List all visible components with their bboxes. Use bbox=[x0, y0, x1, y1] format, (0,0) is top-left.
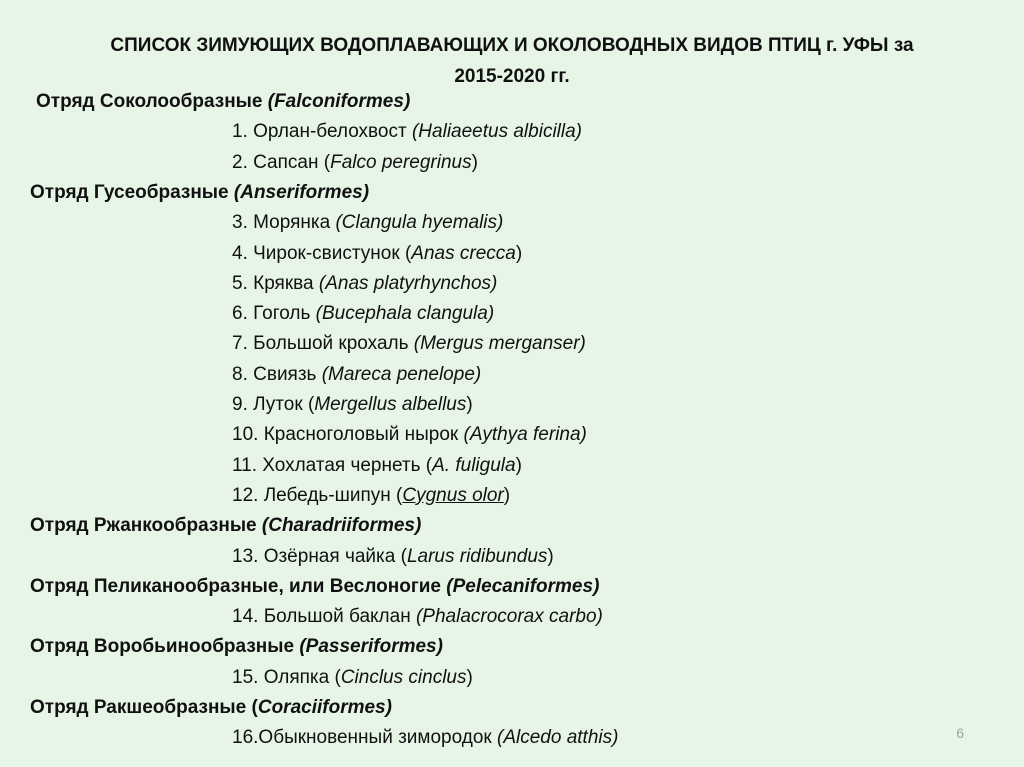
row-suffix: ) bbox=[466, 666, 473, 688]
order-row bbox=[30, 632, 443, 662]
row-latin-name: Cinclus cinclus bbox=[340, 666, 467, 688]
row-common-name: Отряд Пеликанообразные, или Веслоногие bbox=[30, 575, 447, 597]
row-suffix: ) bbox=[466, 394, 473, 415]
row-common-name: 7. Большой крохаль bbox=[232, 333, 414, 355]
row-latin-name: (Falconiformes) bbox=[267, 91, 411, 112]
row-common-name: 6. Гоголь bbox=[232, 303, 316, 325]
row-common-name: 13. Озёрная чайка ( bbox=[232, 545, 407, 567]
species-row bbox=[232, 390, 473, 420]
title-line-1: СПИСОК ЗИМУЮЩИХ ВОДОПЛАВАЮЩИХ И ОКОЛОВОДНЫХ ВИДОВ ПТИЦ г. УФЫ за bbox=[110, 35, 914, 56]
row-latin-name: Larus ridibundus bbox=[406, 545, 548, 567]
row-latin-name: (Aythya ferina) bbox=[463, 424, 587, 446]
row-suffix: ) bbox=[471, 151, 478, 173]
row-latin-name: (Bucephala clangula) bbox=[315, 303, 495, 325]
species-row bbox=[232, 329, 586, 359]
page-number: 6 bbox=[956, 725, 964, 741]
row-latin-name: (Clangula hyemalis) bbox=[335, 212, 504, 234]
row-common-name: 3. Морянка bbox=[232, 212, 336, 234]
row-common-name: 14. Большой баклан bbox=[232, 606, 416, 628]
row-suffix: ) bbox=[503, 484, 511, 506]
row-latin-name: (Haliaeetus albicilla) bbox=[411, 121, 583, 143]
species-row bbox=[232, 148, 478, 178]
row-latin-name: (Alcedo atthis) bbox=[497, 727, 619, 749]
row-common-name: 15. Оляпка ( bbox=[232, 666, 341, 688]
row-common-name: 1. Орлан-белохвост bbox=[232, 121, 412, 143]
species-row bbox=[232, 208, 503, 238]
species-row bbox=[232, 602, 603, 632]
row-common-name: Отряд Ракшеобразные ( bbox=[30, 697, 258, 718]
row-common-name: Отряд Воробьинообразные bbox=[30, 636, 300, 658]
row-common-name: 11. Хохлатая чернеть ( bbox=[232, 454, 433, 476]
title-line-2: 2015-2020 гг. bbox=[454, 66, 570, 87]
row-latin-name: (Charadriiformes) bbox=[261, 515, 422, 537]
row-common-name: 12. Лебедь-шипун ( bbox=[232, 484, 403, 506]
row-latin-name: Mergellus albellus bbox=[314, 394, 467, 415]
row-common-name: Отряд Гусеобразные bbox=[30, 181, 234, 203]
order-row bbox=[30, 178, 369, 208]
row-latin-name: Anas crecca bbox=[411, 242, 516, 264]
row-common-name: 8. Свиязь bbox=[232, 363, 322, 385]
species-row bbox=[232, 481, 510, 511]
row-latin-name: (Passeriformes) bbox=[299, 636, 443, 658]
species-row bbox=[232, 663, 473, 693]
row-latin-name: (Pelecaniformes) bbox=[446, 575, 600, 597]
row-suffix: ) bbox=[547, 545, 554, 567]
species-row bbox=[232, 420, 587, 450]
row-common-name: 5. Кряква bbox=[232, 272, 319, 294]
row-latin-name: (Mergus merganser) bbox=[413, 333, 586, 355]
row-common-name: Отряд Ржанкообразные bbox=[30, 515, 262, 537]
species-row bbox=[232, 299, 494, 329]
order-row bbox=[30, 511, 421, 541]
row-suffix: ) bbox=[515, 242, 523, 264]
order-row bbox=[30, 693, 392, 723]
row-common-name: 16.Обыкновенный зимородок bbox=[232, 727, 497, 749]
species-row bbox=[232, 269, 497, 299]
species-row bbox=[232, 360, 481, 390]
row-suffix: ) bbox=[515, 454, 522, 476]
species-row bbox=[232, 239, 522, 269]
row-common-name: 4. Чирок-свистунок ( bbox=[232, 242, 412, 264]
species-row bbox=[232, 723, 618, 753]
order-row bbox=[36, 87, 410, 117]
order-row bbox=[30, 572, 599, 602]
species-row bbox=[232, 117, 582, 147]
row-latin-name: (Anseriformes) bbox=[233, 181, 370, 203]
row-latin-name: Cygnus olor bbox=[402, 484, 504, 506]
row-common-name: 10. Красноголовый нырок bbox=[232, 424, 464, 446]
row-common-name: Отряд Соколообразные bbox=[36, 91, 268, 112]
row-latin-name: Falco peregrinus bbox=[330, 151, 472, 173]
row-latin-name: (Anas platyrhynchos) bbox=[318, 272, 498, 294]
row-latin-name: Coraciiformes) bbox=[257, 697, 392, 718]
row-common-name: 9. Луток ( bbox=[232, 394, 315, 415]
row-common-name: 2. Сапсан ( bbox=[232, 151, 331, 173]
row-latin-name: A. fuligula bbox=[432, 454, 516, 476]
row-latin-name: (Mareca penelope) bbox=[321, 363, 482, 385]
species-row bbox=[232, 542, 554, 572]
row-latin-name: (Phalacrocorax carbo) bbox=[415, 606, 603, 628]
slide-title bbox=[20, 30, 1004, 92]
species-row bbox=[232, 451, 522, 481]
